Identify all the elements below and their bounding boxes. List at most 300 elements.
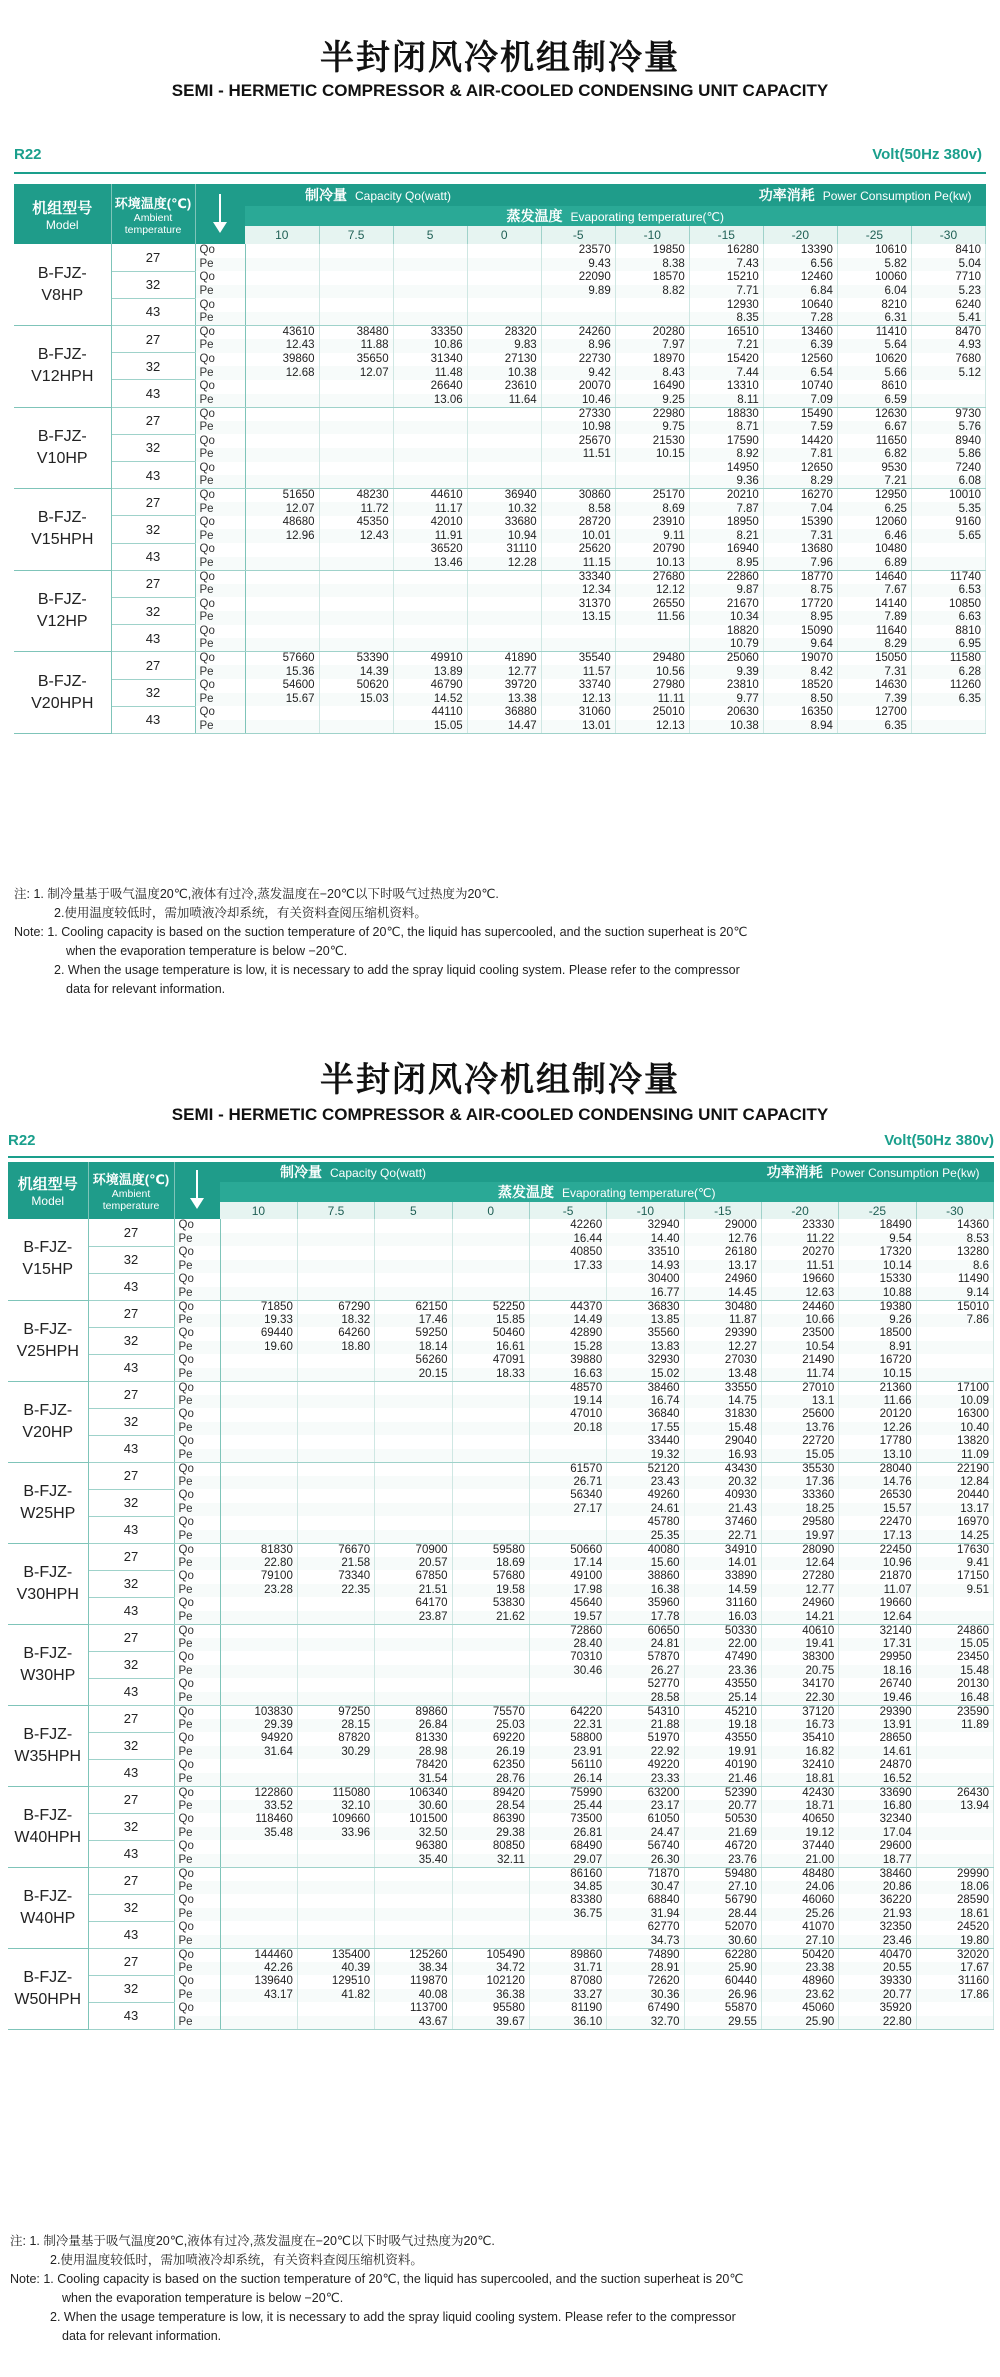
cell-value: 41.82 xyxy=(297,1989,374,2003)
cell-value: 13.17 xyxy=(916,1503,993,1517)
cell-value: 63200 xyxy=(607,1786,684,1800)
row-label: Qo xyxy=(174,1624,220,1638)
row-label: Qo xyxy=(174,1813,220,1827)
cell-value: 35.48 xyxy=(220,1827,297,1841)
cell-value: 10.01 xyxy=(541,529,615,543)
cell-value xyxy=(245,285,319,299)
cell-value: 81830 xyxy=(220,1543,297,1557)
cell-value: 10740 xyxy=(763,380,837,394)
down-arrow-icon xyxy=(196,192,246,237)
model-name-line: V8HP xyxy=(41,286,84,304)
cell-value xyxy=(467,285,541,299)
cell-value xyxy=(245,543,319,557)
ambient-temp: 32 xyxy=(111,679,195,706)
cell-value: 14.47 xyxy=(467,720,541,734)
cell-value: 5.35 xyxy=(911,502,985,516)
cell-value xyxy=(375,1638,452,1652)
cell-value xyxy=(452,1395,529,1409)
cell-value: 14.21 xyxy=(761,1611,838,1625)
cell-value xyxy=(297,1273,374,1287)
cell-value: 10.88 xyxy=(839,1287,916,1301)
cell-value: 5.66 xyxy=(837,366,911,380)
cell-value xyxy=(319,625,393,639)
cell-value xyxy=(319,434,393,448)
cell-value: 7.89 xyxy=(837,611,911,625)
cell-value: 23.38 xyxy=(761,1962,838,1976)
cell-value: 17320 xyxy=(839,1246,916,1260)
row-label: Pe xyxy=(174,1314,220,1328)
notes xyxy=(14,885,986,999)
cell-value: 10.38 xyxy=(689,720,763,734)
cell-value: 13.85 xyxy=(607,1314,684,1328)
cell-value: 8.69 xyxy=(615,502,689,516)
cell-value: 70310 xyxy=(529,1651,606,1665)
cell-value: 42010 xyxy=(393,516,467,530)
cell-value: 32140 xyxy=(839,1624,916,1638)
cell-value: 19660 xyxy=(761,1273,838,1287)
cell-value: 47490 xyxy=(684,1651,761,1665)
cell-value xyxy=(297,1665,374,1679)
cell-value: 7.43 xyxy=(689,258,763,272)
cell-value: 12.43 xyxy=(245,339,319,353)
row-label: Pe xyxy=(174,1692,220,1706)
cell-value xyxy=(220,1881,297,1895)
cell-value: 22.80 xyxy=(839,2016,916,2030)
model-name xyxy=(8,1786,88,1867)
cell-value: 30.46 xyxy=(529,1665,606,1679)
cell-value: 11.11 xyxy=(615,693,689,707)
cell-value: 22.30 xyxy=(761,1692,838,1706)
table-row xyxy=(8,1570,994,1584)
cell-value: 8.38 xyxy=(615,258,689,272)
cell-value xyxy=(319,380,393,394)
power-label-en: Power Consumption Pe(kw) xyxy=(822,189,972,203)
cell-value: 47010 xyxy=(529,1408,606,1422)
model-name-line: W40HP xyxy=(20,1909,76,1927)
cell-value xyxy=(375,1530,452,1544)
row-label: Qo xyxy=(174,1894,220,1908)
capacity-label xyxy=(280,1162,426,1182)
model-header-en: Model xyxy=(45,217,79,232)
evap-temp-col: 10 xyxy=(245,226,319,244)
cell-value: 36840 xyxy=(607,1408,684,1422)
model-name xyxy=(14,407,111,489)
row-label: Qo xyxy=(174,1975,220,1989)
cell-value xyxy=(452,1530,529,1544)
model-name-line: B-FJZ- xyxy=(37,591,87,609)
cell-value: 35920 xyxy=(839,2002,916,2016)
cell-value: 11.91 xyxy=(393,529,467,543)
cell-value: 118460 xyxy=(220,1813,297,1827)
cell-value xyxy=(452,1921,529,1935)
cell-value: 55870 xyxy=(684,2002,761,2016)
cell-value xyxy=(375,1489,452,1503)
cell-value: 11.48 xyxy=(393,366,467,380)
cell-value: 122860 xyxy=(220,1786,297,1800)
cell-value xyxy=(245,271,319,285)
cell-value xyxy=(220,1381,297,1395)
row-label: Qo xyxy=(195,326,245,340)
cell-value: 16.61 xyxy=(452,1341,529,1355)
evap-temp-header xyxy=(245,206,986,226)
cell-value xyxy=(319,421,393,435)
cell-value: 59480 xyxy=(684,1867,761,1881)
cell-value: 24460 xyxy=(761,1300,838,1314)
cell-value: 61050 xyxy=(607,1813,684,1827)
cell-value: 8610 xyxy=(837,380,911,394)
cell-value xyxy=(529,1273,606,1287)
cell-value: 16.77 xyxy=(607,1287,684,1301)
cell-value: 5.04 xyxy=(911,258,985,272)
cell-value xyxy=(297,1773,374,1787)
cell-value xyxy=(393,285,467,299)
cell-value: 23810 xyxy=(689,679,763,693)
cell-value xyxy=(220,1773,297,1787)
cell-value: 7710 xyxy=(911,271,985,285)
refrigerant-label: R22 xyxy=(8,1132,36,1149)
row-label: Qo xyxy=(174,1921,220,1935)
ambient-temp: 32 xyxy=(111,516,195,543)
row-label: Pe xyxy=(174,1530,220,1544)
cell-value: 17150 xyxy=(916,1570,993,1584)
cell-value: 14.61 xyxy=(839,1746,916,1760)
cell-value xyxy=(467,434,541,448)
cell-value: 12.63 xyxy=(761,1287,838,1301)
cell-value: 12930 xyxy=(689,298,763,312)
cell-value: 10.15 xyxy=(615,448,689,462)
cell-value: 10010 xyxy=(911,489,985,503)
row-label: Pe xyxy=(174,1368,220,1382)
cell-value: 18490 xyxy=(839,1219,916,1233)
model-name-line: W30HP xyxy=(20,1666,76,1684)
cell-value: 81330 xyxy=(375,1732,452,1746)
cell-value xyxy=(467,407,541,421)
cell-value: 36520 xyxy=(393,543,467,557)
cell-value: 8.75 xyxy=(763,584,837,598)
cell-value xyxy=(452,1867,529,1881)
cell-value: 57870 xyxy=(607,1651,684,1665)
model-name xyxy=(8,1948,88,2029)
cell-value: 89860 xyxy=(375,1705,452,1719)
cell-value: 10.15 xyxy=(839,1368,916,1382)
cell-value: 26.14 xyxy=(529,1773,606,1787)
cell-value xyxy=(916,1813,993,1827)
cell-value: 7.71 xyxy=(689,285,763,299)
cell-value: 20.77 xyxy=(684,1800,761,1814)
cell-value: 10.54 xyxy=(761,1341,838,1355)
cell-value: 19.14 xyxy=(529,1395,606,1409)
cell-value: 20270 xyxy=(761,1246,838,1260)
cell-value: 35530 xyxy=(761,1462,838,1476)
capacity-power-labels xyxy=(220,1162,994,1182)
cell-value: 19.46 xyxy=(839,1692,916,1706)
cell-value: 36880 xyxy=(467,706,541,720)
cell-value: 62770 xyxy=(607,1921,684,1935)
cell-value xyxy=(452,1435,529,1449)
cell-value: 11.09 xyxy=(916,1449,993,1463)
power-label xyxy=(767,1162,980,1182)
ambient-header xyxy=(111,184,195,244)
cell-value: 22.92 xyxy=(607,1746,684,1760)
cell-value: 31.54 xyxy=(375,1773,452,1787)
cell-value: 6.95 xyxy=(911,638,985,652)
cell-value xyxy=(452,1692,529,1706)
cell-value: 19.80 xyxy=(916,1935,993,1949)
row-label: Pe xyxy=(195,529,245,543)
model-name xyxy=(8,1624,88,1705)
cell-value: 10850 xyxy=(911,597,985,611)
model-header-cn: 机组型号 xyxy=(32,199,93,217)
table-row xyxy=(14,434,986,448)
cell-value: 94920 xyxy=(220,1732,297,1746)
cell-value: 40.08 xyxy=(375,1989,452,2003)
cell-value: 14.01 xyxy=(684,1557,761,1571)
cell-value xyxy=(245,258,319,272)
cell-value: 15210 xyxy=(689,271,763,285)
ambient-temp: 32 xyxy=(88,1975,174,2002)
cell-value xyxy=(319,298,393,312)
row-label: Qo xyxy=(195,462,245,476)
cell-value: 28.76 xyxy=(452,1773,529,1787)
cell-value xyxy=(319,543,393,557)
cell-value: 26550 xyxy=(615,597,689,611)
cell-value xyxy=(297,1638,374,1652)
cell-value xyxy=(916,1827,993,1841)
row-label: Pe xyxy=(195,258,245,272)
cell-value: 75990 xyxy=(529,1786,606,1800)
cell-value xyxy=(911,557,985,571)
cell-value xyxy=(615,298,689,312)
row-label: Qo xyxy=(174,1354,220,1368)
cell-value xyxy=(393,298,467,312)
cell-value: 11.66 xyxy=(839,1395,916,1409)
cell-value: 19.18 xyxy=(684,1719,761,1733)
evap-temp-col: 7.5 xyxy=(319,226,393,244)
cell-value xyxy=(297,1530,374,1544)
cell-value xyxy=(615,312,689,326)
cell-value: 26.27 xyxy=(607,1665,684,1679)
evap-temp-col: 5 xyxy=(393,226,467,244)
cell-value: 10.86 xyxy=(393,339,467,353)
cell-value: 22450 xyxy=(839,1543,916,1557)
cell-value xyxy=(529,1435,606,1449)
cell-value: 25.03 xyxy=(452,1719,529,1733)
table-row xyxy=(14,543,986,557)
cell-value: 13390 xyxy=(763,244,837,258)
cell-value: 33890 xyxy=(684,1570,761,1584)
table-row xyxy=(8,1678,994,1692)
cell-value: 62150 xyxy=(375,1300,452,1314)
row-label: Pe xyxy=(174,1287,220,1301)
cell-value: 17.78 xyxy=(607,1611,684,1625)
cell-value xyxy=(467,597,541,611)
cell-value: 24260 xyxy=(541,326,615,340)
cell-value: 26640 xyxy=(393,380,467,394)
model-name-line: V15HPH xyxy=(31,531,94,549)
cell-value: 17.04 xyxy=(839,1827,916,1841)
cell-value: 15.57 xyxy=(839,1503,916,1517)
capacity-label xyxy=(305,185,451,205)
cell-value: 15.60 xyxy=(607,1557,684,1571)
row-label: Qo xyxy=(174,1867,220,1881)
cell-value: 6.63 xyxy=(911,611,985,625)
cell-value: 59580 xyxy=(452,1543,529,1557)
cell-value: 6.84 xyxy=(763,285,837,299)
cell-value: 8.43 xyxy=(615,366,689,380)
cell-value: 5.12 xyxy=(911,366,985,380)
cell-value: 9.51 xyxy=(916,1584,993,1598)
cell-value: 11.87 xyxy=(684,1314,761,1328)
cell-value xyxy=(297,2016,374,2030)
cell-value: 13310 xyxy=(689,380,763,394)
evap-temp-col: -30 xyxy=(916,1202,993,1219)
model-name-line: B-FJZ- xyxy=(23,1887,73,1905)
cell-value: 24960 xyxy=(761,1597,838,1611)
cell-value: 9.64 xyxy=(763,638,837,652)
cell-value: 8.11 xyxy=(689,394,763,408)
cell-value: 11.51 xyxy=(541,448,615,462)
cell-value xyxy=(452,1260,529,1274)
cell-value: 28.40 xyxy=(529,1638,606,1652)
row-label: Qo xyxy=(174,1327,220,1341)
cell-value: 27.10 xyxy=(761,1935,838,1949)
ambient-temp: 32 xyxy=(88,1651,174,1678)
cell-value: 57660 xyxy=(245,652,319,666)
cell-value: 13.01 xyxy=(541,720,615,734)
cell-value: 9.26 xyxy=(839,1314,916,1328)
cell-value: 43.17 xyxy=(220,1989,297,2003)
ambient-temp: 43 xyxy=(88,1354,174,1381)
row-label: Pe xyxy=(174,1881,220,1895)
evap-temp-en: Evaporating temperature(℃) xyxy=(561,1186,716,1200)
cell-value xyxy=(452,1408,529,1422)
cell-value: 11260 xyxy=(911,679,985,693)
cell-value: 26430 xyxy=(916,1786,993,1800)
cell-value: 25.90 xyxy=(761,2016,838,2030)
cell-value: 9.39 xyxy=(689,665,763,679)
cell-value: 6.04 xyxy=(837,285,911,299)
cell-value: 14.59 xyxy=(684,1584,761,1598)
row-label: Qo xyxy=(174,1273,220,1287)
cell-value: 52250 xyxy=(452,1300,529,1314)
row-label: Qo xyxy=(174,1840,220,1854)
cell-value: 68490 xyxy=(529,1840,606,1854)
row-label: Qo xyxy=(195,489,245,503)
cell-value xyxy=(467,570,541,584)
cell-value: 11490 xyxy=(916,1273,993,1287)
ambient-temp: 27 xyxy=(111,326,195,353)
cell-value xyxy=(220,1921,297,1935)
cell-value xyxy=(916,1854,993,1868)
cell-value xyxy=(375,1233,452,1247)
cell-value xyxy=(375,1692,452,1706)
row-label: Pe xyxy=(174,1260,220,1274)
cell-value: 20280 xyxy=(615,326,689,340)
power-label-cn: 功率消耗 xyxy=(766,1164,823,1180)
table-row xyxy=(14,380,986,394)
cell-value: 29.39 xyxy=(220,1719,297,1733)
cell-value: 23610 xyxy=(467,380,541,394)
cell-value: 8470 xyxy=(911,326,985,340)
row-label: Pe xyxy=(195,285,245,299)
cell-value: 34.72 xyxy=(452,1962,529,1976)
cell-value xyxy=(220,1260,297,1274)
evap-temp-col: -15 xyxy=(684,1202,761,1219)
cell-value: 11.15 xyxy=(541,557,615,571)
row-label: Qo xyxy=(174,1597,220,1611)
cell-value xyxy=(245,597,319,611)
cell-value xyxy=(220,1611,297,1625)
cell-value: 12950 xyxy=(837,489,911,503)
row-label: Qo xyxy=(195,353,245,367)
cell-value: 28.91 xyxy=(607,1962,684,1976)
cell-value: 52120 xyxy=(607,1462,684,1476)
cell-value: 29950 xyxy=(839,1651,916,1665)
cell-value: 14.25 xyxy=(916,1530,993,1544)
cell-value xyxy=(220,1638,297,1652)
cell-value: 6.35 xyxy=(837,720,911,734)
cell-value xyxy=(297,1449,374,1463)
ambient-temp: 32 xyxy=(111,434,195,461)
cell-value xyxy=(467,421,541,435)
cell-value: 5.86 xyxy=(911,448,985,462)
cell-value xyxy=(220,1368,297,1382)
cell-value: 48680 xyxy=(245,516,319,530)
cell-value: 46720 xyxy=(684,1840,761,1854)
note-line: when the evaporation temperature is below −20℃. xyxy=(66,944,348,958)
cell-value: 36.38 xyxy=(452,1989,529,2003)
cell-value: 10.40 xyxy=(916,1422,993,1436)
cell-value: 8410 xyxy=(911,244,985,258)
cell-value xyxy=(297,1867,374,1881)
down-arrow-icon xyxy=(175,1168,221,1213)
row-label: Qo xyxy=(174,1435,220,1449)
model-header-cn: 机组型号 xyxy=(17,1176,78,1193)
cell-value: 33740 xyxy=(541,679,615,693)
model-name-line: V20HPH xyxy=(31,694,94,712)
cell-value: 22.35 xyxy=(297,1584,374,1598)
cell-value: 23910 xyxy=(615,516,689,530)
cell-value: 10.56 xyxy=(615,665,689,679)
cell-value: 35650 xyxy=(319,353,393,367)
cell-value xyxy=(245,475,319,489)
cell-value xyxy=(297,1516,374,1530)
cell-value: 15.28 xyxy=(529,1341,606,1355)
cell-value: 18.16 xyxy=(839,1665,916,1679)
cell-value: 50460 xyxy=(452,1327,529,1341)
cell-value: 26.71 xyxy=(529,1476,606,1490)
cell-value: 22470 xyxy=(839,1516,916,1530)
cell-value xyxy=(541,462,615,476)
cell-value xyxy=(916,1732,993,1746)
cell-value: 9.25 xyxy=(615,394,689,408)
cell-value: 14.45 xyxy=(684,1287,761,1301)
table-row xyxy=(8,1273,994,1287)
cell-value: 25670 xyxy=(541,434,615,448)
cell-value: 45780 xyxy=(607,1516,684,1530)
cell-value: 17.36 xyxy=(761,1476,838,1490)
cell-value: 119870 xyxy=(375,1975,452,1989)
model-name-line: V15HP xyxy=(22,1261,74,1279)
cell-value: 52070 xyxy=(684,1921,761,1935)
cell-value: 18.33 xyxy=(452,1368,529,1382)
row-label: Pe xyxy=(174,1935,220,1949)
cell-value: 17.98 xyxy=(529,1584,606,1598)
cell-value: 8.91 xyxy=(839,1341,916,1355)
note-line: 注: 1. 制冷量基于吸气温度20℃,液体有过冷,蒸发温度在−20℃以下时吸气过热度为20℃. xyxy=(14,887,499,901)
row-label: Pe xyxy=(174,1962,220,1976)
section-title-cn: 半封闭风冷机组制冷量 xyxy=(320,38,680,78)
